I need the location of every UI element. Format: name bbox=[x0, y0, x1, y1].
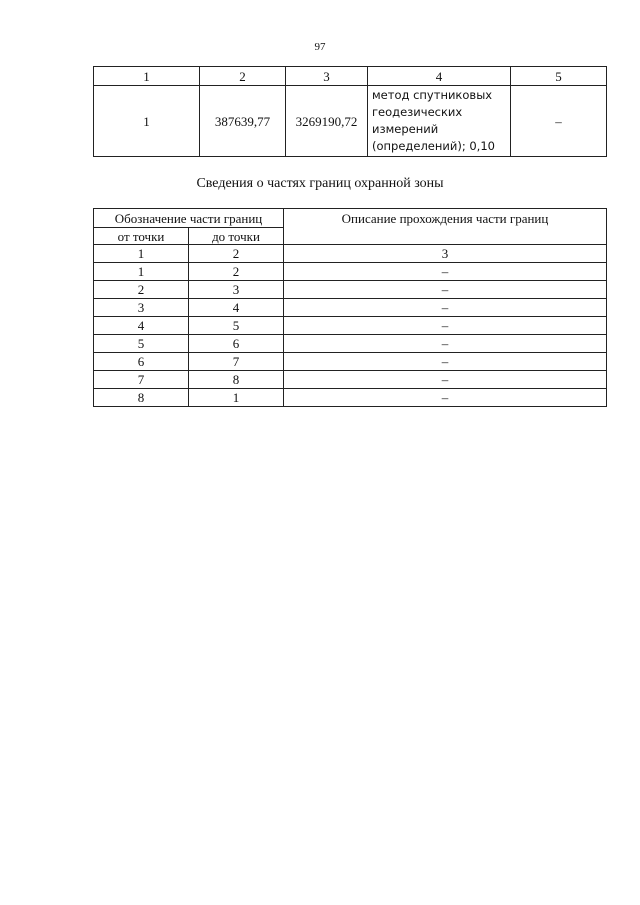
from-point-cell: 3 bbox=[94, 299, 189, 317]
section-title: Сведения о частях границ охранной зоны bbox=[196, 176, 444, 191]
description-cell: – bbox=[511, 86, 607, 157]
column-header: 1 bbox=[94, 67, 200, 86]
column-header: 3 bbox=[286, 67, 368, 86]
method-line: (определений); 0,10 bbox=[372, 139, 495, 153]
to-point-cell: 3 bbox=[189, 281, 284, 299]
to-point-cell: 2 bbox=[189, 245, 284, 263]
description-cell: – bbox=[284, 317, 607, 335]
table-row bbox=[94, 335, 607, 353]
description-cell: – bbox=[284, 353, 607, 371]
coordinates-table bbox=[93, 66, 607, 157]
table-row bbox=[94, 317, 607, 335]
method-line: измерений bbox=[372, 122, 439, 136]
parts-table-body bbox=[94, 245, 607, 407]
to-point-cell: 7 bbox=[189, 353, 284, 371]
description-cell: 3 bbox=[284, 245, 607, 263]
from-point-cell: 7 bbox=[94, 371, 189, 389]
from-point-cell: 5 bbox=[94, 335, 189, 353]
table-row bbox=[94, 389, 607, 407]
page-number: 97 bbox=[314, 41, 326, 53]
header-to-cell: до точки bbox=[189, 228, 284, 245]
table-row bbox=[94, 371, 607, 389]
column-header: 5 bbox=[511, 67, 607, 86]
method-line: метод спутниковых bbox=[372, 88, 493, 102]
table-row bbox=[94, 245, 607, 263]
from-point-cell: 2 bbox=[94, 281, 189, 299]
description-cell: – bbox=[284, 299, 607, 317]
description-cell: – bbox=[284, 281, 607, 299]
from-point-cell: 6 bbox=[94, 353, 189, 371]
header-group-cell: Обозначение части границ bbox=[94, 209, 284, 228]
x-coordinate-cell: 387639,77 bbox=[200, 86, 286, 157]
coordinates-table-header-row bbox=[94, 67, 607, 86]
table-row bbox=[94, 353, 607, 371]
from-point-cell: 1 bbox=[94, 263, 189, 281]
header-from-cell: от точки bbox=[94, 228, 189, 245]
method-line: геодезических bbox=[372, 105, 463, 119]
y-coordinate-cell: 3269190,72 bbox=[286, 86, 368, 157]
to-point-cell: 2 bbox=[189, 263, 284, 281]
description-cell: – bbox=[284, 389, 607, 407]
method-cell bbox=[368, 86, 511, 157]
point-number-cell: 1 bbox=[94, 86, 200, 157]
from-point-cell: 4 bbox=[94, 317, 189, 335]
table-row bbox=[94, 86, 607, 157]
column-header: 4 bbox=[368, 67, 511, 86]
description-cell: – bbox=[284, 371, 607, 389]
parts-table-header-row bbox=[94, 209, 607, 228]
to-point-cell: 4 bbox=[189, 299, 284, 317]
description-cell: – bbox=[284, 335, 607, 353]
column-header: 2 bbox=[200, 67, 286, 86]
from-point-cell: 8 bbox=[94, 389, 189, 407]
table-row bbox=[94, 299, 607, 317]
to-point-cell: 1 bbox=[189, 389, 284, 407]
table-row bbox=[94, 281, 607, 299]
table-row bbox=[94, 263, 607, 281]
to-point-cell: 5 bbox=[189, 317, 284, 335]
from-point-cell: 1 bbox=[94, 245, 189, 263]
boundary-parts-table bbox=[93, 208, 607, 407]
description-cell: – bbox=[284, 263, 607, 281]
to-point-cell: 8 bbox=[189, 371, 284, 389]
to-point-cell: 6 bbox=[189, 335, 284, 353]
header-description-cell: Описание прохождения части границ bbox=[284, 209, 607, 245]
